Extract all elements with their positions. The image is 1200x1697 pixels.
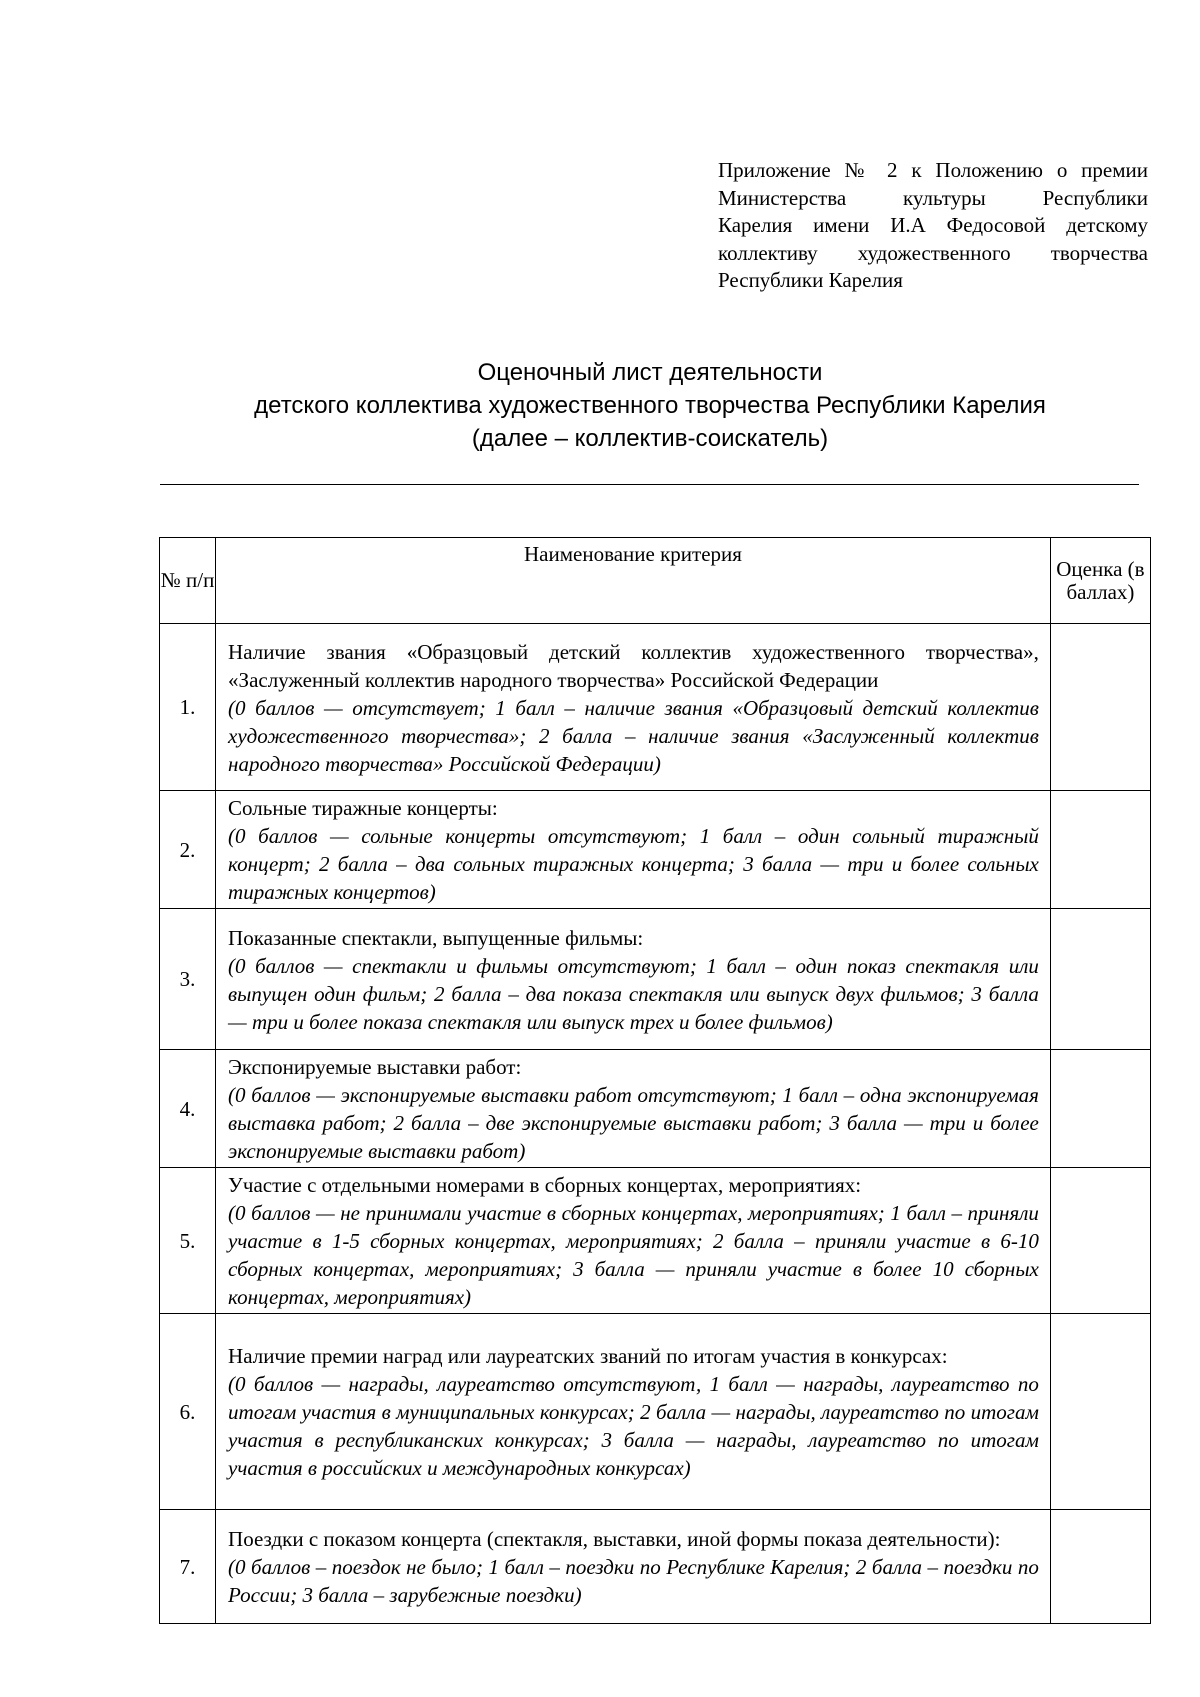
table-row bbox=[160, 1314, 1151, 1510]
table-header-row bbox=[160, 538, 1151, 624]
criterion-cell bbox=[216, 1168, 1051, 1314]
title-line-3: (далее – коллектив-соискатель) bbox=[471, 425, 829, 452]
score-cell[interactable] bbox=[1050, 1168, 1150, 1314]
blank-underline bbox=[160, 484, 1139, 485]
table-row bbox=[160, 909, 1151, 1050]
header-criterion: Наименование критерия bbox=[216, 538, 1051, 624]
appendix-line: коллективу художественного творчества bbox=[718, 240, 1148, 265]
table-row bbox=[160, 1510, 1151, 1624]
score-cell[interactable] bbox=[1050, 909, 1150, 1050]
score-cell[interactable] bbox=[1050, 1314, 1150, 1510]
criterion-name: Показанные спектакли, выпущенные фильмы: bbox=[228, 925, 644, 950]
score-cell[interactable] bbox=[1050, 624, 1150, 791]
criterion-name: Наличие звания «Образцовый детский коллектив художественного творчества», «Заслуженный коллектив народного творчества» Российской Федерации bbox=[228, 639, 1039, 692]
score-cell[interactable] bbox=[1050, 1510, 1150, 1624]
criterion-name: Участие с отдельными номерами в сборных концертах, мероприятиях: bbox=[228, 1173, 862, 1197]
criteria-table bbox=[159, 537, 1151, 1624]
appendix-line: Приложение № 2 к Положению о премии bbox=[718, 158, 1148, 182]
title-line-2: детского коллектива художественного творчества Республики Карелия bbox=[254, 392, 1046, 419]
criterion-cell bbox=[216, 791, 1051, 909]
criterion-cell bbox=[216, 1314, 1051, 1510]
row-number: 5. bbox=[160, 1168, 216, 1314]
table-row bbox=[160, 1050, 1151, 1168]
criterion-cell bbox=[216, 1510, 1051, 1624]
score-cell[interactable] bbox=[1050, 791, 1150, 909]
title-line-1: Оценочный лист деятельности bbox=[477, 359, 823, 386]
criterion-cell bbox=[216, 1050, 1051, 1168]
criterion-name: Экспонируемые выставки работ: bbox=[228, 1055, 522, 1079]
score-cell[interactable] bbox=[1050, 1050, 1150, 1168]
criterion-name: Поездки с показом концерта (спектакля, выставки, иной формы показа деятельности): bbox=[228, 1527, 1001, 1551]
criterion-scale: (0 баллов — сольные концерты отсутствуют; 1 балл – один сольный тиражный концерт; 2 балла – два сольных тиражных концерта; 3 балла — три и более сольных тиражных концертов) bbox=[228, 824, 1039, 904]
header-num: № п/п bbox=[160, 538, 216, 624]
criterion-scale: (0 баллов — не принимали участие в сборных концертах, мероприятиях; 1 балл – приняли участие в 1-5 сборных концертах, мероприятиях; 2 балла – приняли участие в 6-10 сборных концертах, мероприятиях; 3 балла — приняли участие в более 10 сборных концертах, мероприятиях) bbox=[228, 1201, 1039, 1309]
row-number: 7. bbox=[160, 1510, 216, 1624]
table-row bbox=[160, 791, 1151, 909]
criterion-scale: (0 баллов — спектакли и фильмы отсутствуют; 1 балл – один показ спектакля или выпущен один фильм; 2 балла – два показа спектакля или выпуск двух фильмов; 3 балла — три и более показа спектакля или выпуск трех и более фильмов) bbox=[228, 953, 1039, 1034]
table-row bbox=[160, 1168, 1151, 1314]
criterion-name: Наличие премии наград или лауреатских званий по итогам участия в конкурсах: bbox=[228, 1344, 948, 1368]
table-row bbox=[160, 624, 1151, 791]
header-score: Оценка (в баллах) bbox=[1050, 538, 1150, 624]
row-number: 2. bbox=[160, 791, 216, 909]
document-title bbox=[150, 356, 1150, 455]
row-number: 4. bbox=[160, 1050, 216, 1168]
appendix-line: Республики Карелия bbox=[718, 268, 903, 292]
criterion-cell bbox=[216, 624, 1051, 791]
row-number: 1. bbox=[160, 624, 216, 791]
criterion-scale: (0 баллов – поездок не было; 1 балл – поездки по Республике Карелия; 2 балла – поездки по России; 3 балла – зарубежные поездки) bbox=[228, 1555, 1039, 1607]
criterion-name: Сольные тиражные концерты: bbox=[228, 796, 498, 820]
appendix-note bbox=[718, 157, 1148, 295]
criterion-cell bbox=[216, 909, 1051, 1050]
appendix-line: Министерства культуры Республики bbox=[718, 185, 1148, 210]
row-number: 6. bbox=[160, 1314, 216, 1510]
criterion-scale: (0 баллов — награды, лауреатство отсутствуют, 1 балл — награды, лауреатство по итогам участия в муниципальных конкурсах; 2 балла — награды, лауреатство по итогам участия в республиканских конкурсах; 3 балла — награды, лауреатство по итогам участия в российских и международных конкурсах) bbox=[228, 1372, 1039, 1480]
criterion-scale: (0 баллов — отсутствует; 1 балл – наличие звания «Образцовый детский коллектив художественного творчества»; 2 балла – наличие звания «Заслуженный коллектив народного творчества» Российской Федерации) bbox=[228, 695, 1039, 776]
appendix-line: Карелия имени И.А Федосовой детскому bbox=[718, 213, 1148, 237]
criterion-scale: (0 баллов — экспонируемые выставки работ отсутствуют; 1 балл – одна экспонируемая выставка работ; 2 балла – две экспонируемые выставки работ; 3 балла — три и более экспонируемые выставки работ) bbox=[228, 1083, 1039, 1163]
row-number: 3. bbox=[160, 909, 216, 1050]
